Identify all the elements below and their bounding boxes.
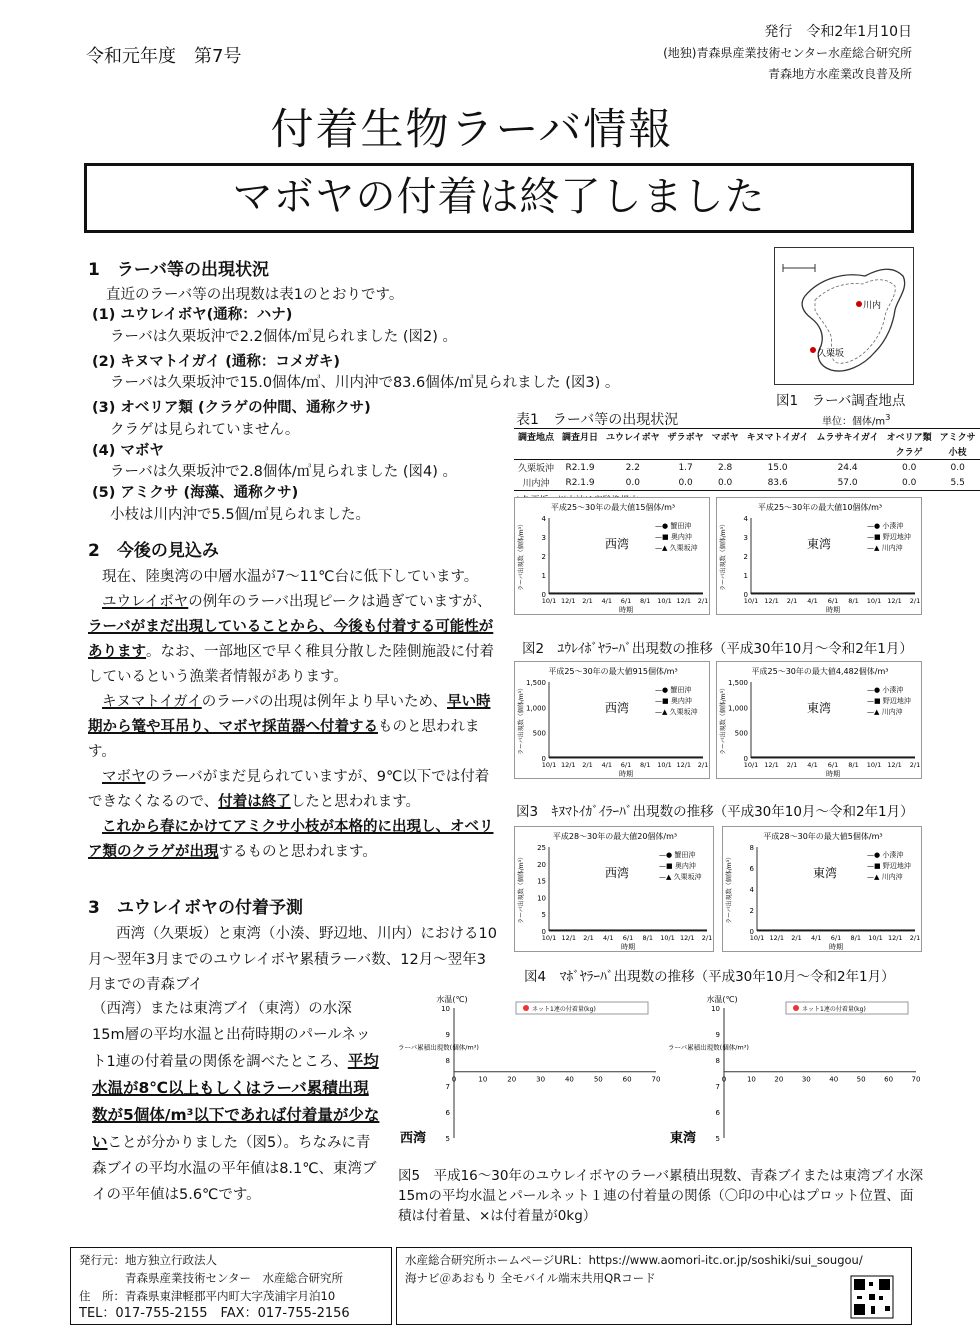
x-tick-label: 2/1	[697, 761, 709, 769]
y-tick-label: 7	[445, 1083, 450, 1091]
x-tick-label: 50	[856, 1075, 866, 1084]
legend-entry: —■ 奥内沖	[655, 697, 692, 705]
y-tick-label: 0	[541, 928, 546, 936]
legend-entry: —● 蟹田沖	[655, 686, 692, 694]
x-axis-label: ラーバ累積出現数(個体/m³)	[668, 1043, 749, 1052]
y-tick-label: 5	[715, 1135, 720, 1143]
legend-entry: —● 小湊沖	[867, 522, 904, 530]
legend-entry: —■ 野辺地沖	[867, 862, 911, 870]
bay-label: 西湾	[605, 701, 630, 715]
x-tick-label: 8/1	[848, 597, 859, 605]
legend-entry: —▲ 久栗坂沖	[655, 544, 698, 552]
term-maboya: マボヤ	[102, 769, 146, 785]
x-tick-label: 50	[593, 1075, 603, 1084]
x-tick-label: 4/1	[601, 761, 612, 769]
item-text: ラーバは久栗坂沖で2.2個体/㎥見られました (図2) 。	[110, 328, 457, 345]
x-axis-label: 時期	[829, 943, 843, 951]
section-1	[88, 255, 508, 307]
x-tick-label: 12/1	[560, 761, 576, 769]
section-1-intro: 直近のラーバ等の出現数は表1のとおりです。	[106, 287, 404, 303]
y-tick-label: 0	[749, 928, 754, 936]
legend-entry: —■ 野辺地沖	[867, 533, 911, 541]
legend-entry: —■ 奥内沖	[655, 533, 692, 541]
y-tick-label: 10	[441, 1005, 450, 1013]
x-tick-label: 12/1	[676, 597, 692, 605]
outlook-text: するものと思われます。	[218, 844, 377, 860]
legend-entry: —● 蟹田沖	[655, 522, 692, 530]
item-text: ラーバは久栗坂沖で2.8個体/㎥見られました (図4) 。	[110, 464, 457, 480]
legend-entry: —● 小湊沖	[867, 851, 904, 859]
x-tick-label: 70	[911, 1075, 921, 1084]
outlook-text: のラーバがまだ見られていますが、9℃以下では付着できなくなるので、	[88, 769, 490, 810]
section-1-heading: 1 ラーバ等の出現状況	[88, 260, 269, 280]
homepage-url[interactable]: 水産総合研究所ホームページURL：https://www.aomori-itc.or.jp/soshiki/sui_sougou/	[405, 1253, 863, 1267]
x-tick-label: 8/1	[848, 761, 859, 769]
x-tick-label: 2/1	[582, 597, 593, 605]
x-tick-label: 10/1	[868, 934, 883, 942]
x-tick-label: 2/1	[791, 934, 802, 942]
y-tick-label: 9	[715, 1031, 720, 1039]
footer-line: TEL：017-755-2155 FAX：017-755-2156	[79, 1306, 350, 1321]
outlook-text: のラーバの出現は例年より早いため、	[201, 694, 447, 710]
section-3-heading: 3 ユウレイボヤの付着予測	[88, 898, 303, 918]
y-tick-label: 3	[743, 534, 748, 542]
x-tick-label: 12/1	[769, 934, 785, 942]
highlight-kinumatoigai: 早い時期から篭や耳吊り、マボヤ採苗器へ付着する	[88, 694, 491, 735]
y-tick-label: 8	[715, 1057, 720, 1065]
qr-code-icon[interactable]	[851, 1276, 893, 1318]
bay-label: 東湾	[813, 866, 838, 880]
x-tick-label: 60	[884, 1075, 894, 1084]
chart-note: 平成25～30年の最大値10個体/m³	[757, 503, 883, 512]
publisher-office: 青森地方水産業改良普及所	[767, 67, 912, 81]
y-tick-label: 4	[743, 515, 748, 523]
bay-label: 西湾	[400, 1131, 427, 1146]
fig5-west	[394, 990, 664, 1158]
table1	[514, 428, 976, 506]
x-tick-label: 4/1	[807, 761, 818, 769]
item-text: 小枝は川内沖で5.5個/㎥見られました。	[110, 506, 370, 523]
y-tick-label: 6	[445, 1109, 450, 1117]
term-yureiboya: ユウレイボヤ	[102, 594, 189, 610]
item-heading: (1) ユウレイボヤ(通称：ハナ)	[92, 307, 293, 323]
y-tick-label: 5	[541, 911, 546, 920]
y-axis-label: 水温(℃)	[436, 995, 468, 1004]
x-tick-label: 60	[622, 1075, 632, 1084]
x-tick-label: 2/1	[697, 597, 709, 605]
legend-label: ネット1連の付着量(kg)	[802, 1006, 866, 1013]
x-tick-label: 4/1	[603, 934, 614, 942]
x-tick-label: 12/1	[887, 934, 903, 942]
y-tick-label: 9	[445, 1031, 450, 1039]
x-tick-label: 8/1	[642, 934, 653, 942]
x-tick-label: 12/1	[561, 934, 577, 942]
y-tick-label: 8	[749, 844, 754, 852]
bay-label: 東湾	[807, 537, 832, 551]
y-axis-label: 水温(℃)	[706, 995, 738, 1004]
x-tick-label: 20	[774, 1075, 784, 1084]
x-tick-label: 0	[721, 1075, 727, 1084]
x-tick-label: 2/1	[701, 934, 713, 942]
forecast-text: 西湾（久栗坂）と東湾（小湊、野辺地、川内）における10月～翌年3月までのユウレイボヤ累積ラーバ数、12月～翌年3月までの青森ブイ	[88, 926, 497, 993]
x-tick-label: 2/1	[786, 761, 798, 769]
x-tick-label: 10/1	[749, 934, 765, 942]
legend-entry: —■ 野辺地沖	[867, 697, 911, 705]
fig4-caption: 図4 ﾏﾎﾞﾔﾗｰﾊﾞ出現数の推移（平成30年10月～令和2年1月）	[524, 969, 895, 985]
forecast-text-cont	[92, 996, 382, 1208]
y-tick-label: 0	[541, 591, 546, 599]
y-axis-label: ラーバ出現数（個体/m³）	[720, 685, 727, 755]
y-tick-label: 1,000	[727, 704, 748, 713]
x-tick-label: 4/1	[601, 597, 612, 605]
x-tick-label: 8/1	[850, 934, 861, 942]
legend-marker	[793, 1005, 799, 1011]
x-tick-label: 8/1	[640, 761, 651, 769]
th: オベリア類	[886, 433, 932, 443]
y-tick-label: 5	[445, 1135, 450, 1143]
x-tick-label: 2/1	[909, 934, 921, 942]
y-axis-label: ラーバ出現数（個体/m³）	[518, 521, 525, 591]
x-axis-label: 時期	[621, 943, 635, 951]
x-tick-label: 6/1	[830, 934, 842, 942]
legend-entry: —▲ 川内沖	[867, 708, 903, 716]
x-tick-label: 12/1	[764, 761, 779, 769]
chart-note: 平成25～30年の最大値15個体/m³	[550, 503, 676, 512]
y-tick-label: 1,500	[727, 679, 748, 687]
x-tick-label: 10/1	[541, 934, 557, 942]
x-tick-label: 10/1	[866, 761, 882, 769]
x-tick-label: 10/1	[541, 761, 557, 769]
y-tick-label: 1	[743, 572, 748, 580]
x-tick-label: 10/1	[660, 934, 675, 942]
th: 調査地点	[518, 433, 555, 443]
survey-map	[774, 247, 914, 385]
table-row: 川内沖 R2.1.9 0.0 0.0 0.0 83.6 57.0 0.0 5.5	[522, 477, 965, 489]
y-tick-label: 6	[715, 1109, 720, 1117]
x-tick-label: 10	[746, 1075, 756, 1084]
section-2	[88, 536, 496, 865]
x-tick-label: 30	[536, 1075, 546, 1084]
bay-label: 東湾	[670, 1131, 697, 1146]
y-tick-label: 8	[445, 1057, 450, 1065]
item-text: クラゲは見られていません。	[110, 421, 300, 438]
publisher-org: (地独)青森県産業技術センター水産総合研究所	[663, 46, 912, 60]
footer-right	[396, 1247, 912, 1325]
publisher-block	[663, 22, 912, 85]
map-label: 川内	[863, 301, 882, 311]
item-heading: (4) マボヤ	[92, 442, 164, 459]
outlook-text: ものと思われます。	[88, 719, 480, 760]
item-heading: (3) オベリア類 (クラゲの仲間、通称クサ)	[92, 400, 371, 416]
x-tick-label: 2/1	[909, 761, 921, 769]
issue-date: 発行 令和2年1月10日	[764, 24, 912, 40]
highlight-maboya: 付着は終了	[218, 794, 291, 810]
x-tick-label: 30	[801, 1075, 811, 1084]
page-title: 付着生物ラーバ情報	[270, 105, 674, 155]
th-sub: 小枝	[948, 448, 967, 458]
forecast-text: （西湾）または東湾ブイ（東湾）の水深15m層の平均水温と出荷時期のパールネット1連の付着量の関係を調べたところ、	[92, 1001, 371, 1070]
x-tick-label: 6/1	[622, 934, 634, 942]
y-tick-label: 2	[541, 553, 546, 561]
x-tick-label: 20	[507, 1075, 517, 1084]
y-tick-label: 10	[711, 1005, 720, 1013]
y-tick-label: 25	[537, 844, 546, 852]
x-tick-label: 0	[451, 1075, 457, 1084]
y-tick-label: 500	[532, 729, 546, 738]
fig1-caption: 図1 ラーバ調査地点	[776, 393, 906, 409]
fig5-caption: 図5 平成16～30年のユウレイボヤのラーバ累積出現数、青森ブイまたは東湾ブイ水深15mの平均水温とパールネット１連の付着量の関係（〇印の中心はプロット位置、面積は付着量、×は付着量が0kg）	[398, 1168, 924, 1224]
y-tick-label: 15	[537, 877, 546, 886]
fig3-west	[514, 661, 710, 779]
x-tick-label: 70	[651, 1075, 661, 1084]
y-tick-label: 7	[715, 1083, 720, 1091]
table1-unit	[822, 412, 890, 427]
x-axis-label: 時期	[826, 770, 840, 778]
x-tick-label: 6/1	[620, 597, 632, 605]
y-tick-label: 500	[734, 729, 748, 738]
highlight-yureiboya: ラーバがまだ出現していることから、今後も付着する可能性があります	[88, 619, 494, 660]
x-tick-label: 10/1	[657, 597, 672, 605]
y-tick-label: 4	[541, 515, 546, 523]
bay-label: 東湾	[807, 701, 832, 715]
chart-note: 平成25～30年の最大値4,482個体/m³	[751, 667, 889, 676]
legend-entry: —● 蟹田沖	[659, 851, 696, 859]
x-tick-label: 12/1	[887, 597, 902, 605]
y-axis-label: ラーバ出現数（個体/m³）	[726, 854, 733, 924]
bay-label: 西湾	[605, 866, 630, 880]
legend-entry: —▲ 久栗坂沖	[655, 708, 698, 716]
y-tick-label: 0	[743, 755, 748, 763]
map-label: 久栗坂	[817, 349, 845, 359]
x-tick-label: 2/1	[786, 597, 798, 605]
chart-note: 平成25～30年の最大値915個体/m³	[548, 667, 678, 676]
legend-marker	[523, 1005, 529, 1011]
forecast-highlight: 平均水温が8℃以上もしくはラーバ累積出現数が5個体/m³以下であれば付着量が少ない	[92, 1052, 380, 1151]
issue-number: 令和元年度 第7号	[86, 46, 242, 67]
x-tick-label: 6/1	[827, 761, 839, 769]
fig2-west	[514, 497, 710, 615]
x-tick-label: 8/1	[640, 597, 651, 605]
footer-line: 発行元：地方独立行政法人	[79, 1253, 217, 1267]
x-axis-label: 時期	[826, 606, 840, 614]
fig4-west	[514, 826, 714, 952]
x-tick-label: 40	[564, 1075, 574, 1084]
x-tick-label: 10/1	[541, 597, 557, 605]
y-tick-label: 3	[541, 534, 546, 542]
outlook-paragraph	[88, 565, 496, 865]
highlight-amikusa: これから春にかけてアミクサ小枝が本格的に出現し、オベリア類のクラゲが出現	[88, 819, 494, 860]
x-tick-label: 10/1	[657, 761, 672, 769]
bay-label: 西湾	[605, 537, 630, 551]
th: ムラサキイガイ	[816, 433, 879, 443]
y-tick-label: 10	[537, 894, 546, 903]
table1-title: 表1 ラーバ等の出現状況	[516, 412, 679, 428]
th: 調査月日	[562, 433, 599, 443]
th: マボヤ	[711, 433, 739, 443]
legend-entry: —▲ 川内沖	[867, 544, 903, 552]
outlook-text: の例年のラーバ出現ピークは過ぎていますが、	[188, 594, 492, 610]
y-tick-label: 20	[537, 860, 546, 869]
x-tick-label: 6/1	[827, 597, 839, 605]
x-tick-label: 12/1	[679, 934, 695, 942]
y-axis-label: ラーバ出現数（個体/m³）	[518, 685, 525, 755]
x-tick-label: 2/1	[582, 761, 593, 769]
legend-entry: —■ 奥内沖	[659, 862, 696, 870]
legend-label: ネット1連の付着量(kg)	[532, 1006, 596, 1013]
x-axis-label: ラーバ累積出現数(個体/m³)	[398, 1043, 479, 1052]
x-tick-label: 10/1	[866, 597, 882, 605]
x-tick-label: 2/1	[909, 597, 921, 605]
x-tick-label: 40	[829, 1075, 839, 1084]
table-row: 久栗坂沖 R2.1.9 2.2 1.7 2.8 15.0 24.4 0.0 0.0	[518, 462, 965, 474]
section-3	[88, 893, 498, 999]
x-tick-label: 2/1	[583, 934, 594, 942]
chart-note: 平成28～30年の最大値5個体/m³	[763, 832, 883, 841]
x-tick-label: 10/1	[743, 761, 759, 769]
map-svg	[775, 248, 915, 386]
fig2-caption: 図2 ﾕｳﾚｲﾎﾞﾔﾗｰﾊﾞ出現数の推移（平成30年10月～令和2年1月）	[522, 641, 913, 657]
y-axis-label: ラーバ出現数（個体/m³）	[720, 521, 727, 591]
outlook-temp: 現在、陸奥湾の中層水温が7～11℃台に低下しています。	[102, 569, 479, 585]
x-tick-label: 12/1	[764, 597, 779, 605]
fig3-caption: 図3 ｷﾇﾏﾄｲｶﾞｲﾗｰﾊﾞ出現数の推移（平成30年10月～令和2年1月）	[516, 804, 914, 820]
outlook-text: 。なお、一部地区で早く稚貝分散した陸側施設に付着しているという漁業者情報があります。	[88, 644, 494, 685]
x-tick-label: 12/1	[560, 597, 576, 605]
y-tick-label: 1	[541, 572, 546, 580]
forecast-text: ことが分かりました（図5）。ちなみに青森ブイの平均水温の平年値は8.1℃、東湾ブイの平年値は5.6℃です。	[92, 1135, 377, 1203]
footer-left	[70, 1247, 392, 1325]
y-axis-label: ラーバ出現数（個体/m³）	[518, 854, 525, 924]
fig5-east	[664, 990, 924, 1158]
x-tick-label: 4/1	[811, 934, 822, 942]
legend-entry: —▲ 川内沖	[867, 873, 903, 881]
section-2-heading: 2 今後の見込み	[88, 541, 219, 561]
footer-line: 住 所：青森県東津軽郡平内町大字茂浦字月泊10	[79, 1289, 336, 1303]
footer-line: 青森県産業技術センター 水産総合研究所	[79, 1271, 344, 1285]
fig3-east	[716, 661, 922, 779]
th: ユウレイボヤ	[606, 433, 660, 443]
th: キヌマトイガイ	[746, 433, 809, 443]
x-axis-label: 時期	[619, 770, 633, 778]
item-heading: (2) キヌマトイガイ (通称：コメガキ)	[92, 353, 340, 370]
item-heading: (5) アミクサ (海藻、通称クサ)	[92, 485, 299, 501]
headline-box: マボヤの付着は終了しました	[84, 163, 914, 233]
chart-note: 平成28～30年の最大値20個体/m³	[552, 832, 678, 841]
y-tick-label: 1,500	[525, 679, 546, 687]
y-tick-label: 0	[541, 755, 546, 763]
term-kinumatoigai: キヌマトイガイ	[102, 694, 202, 710]
qr-caption: 海ナビ＠あおもり 全モバイル端末共用QRコード	[405, 1271, 656, 1285]
y-tick-label: 1,000	[525, 704, 546, 713]
x-axis-label: 時期	[619, 606, 633, 614]
y-tick-label: 4	[749, 886, 754, 894]
x-tick-label: 10	[478, 1075, 488, 1084]
x-tick-label: 6/1	[620, 761, 632, 769]
y-tick-label: 2	[749, 907, 754, 915]
unit-text: 単位：個体/m	[822, 416, 886, 428]
fig2-east	[716, 497, 922, 615]
x-tick-label: 12/1	[887, 761, 902, 769]
x-tick-label: 12/1	[676, 761, 692, 769]
y-tick-label: 2	[743, 553, 748, 561]
legend-entry: —● 小湊沖	[867, 686, 904, 694]
y-tick-label: 6	[749, 865, 754, 873]
fig4-east	[722, 826, 922, 952]
y-tick-label: 0	[743, 591, 748, 599]
th-sub: クラゲ	[895, 448, 923, 458]
th: アミクサ	[939, 433, 976, 443]
th: ザラボヤ	[667, 433, 704, 443]
x-tick-label: 4/1	[807, 597, 818, 605]
unit-sup: 3	[885, 412, 891, 422]
item-text: ラーバは久栗坂沖で15.0個体/㎥、川内沖で83.6個体/㎥見られました (図3) 。	[110, 375, 620, 391]
x-tick-label: 10/1	[743, 597, 759, 605]
outlook-text: したと思われます。	[290, 794, 421, 810]
legend-entry: —▲ 久栗坂沖	[659, 873, 702, 881]
